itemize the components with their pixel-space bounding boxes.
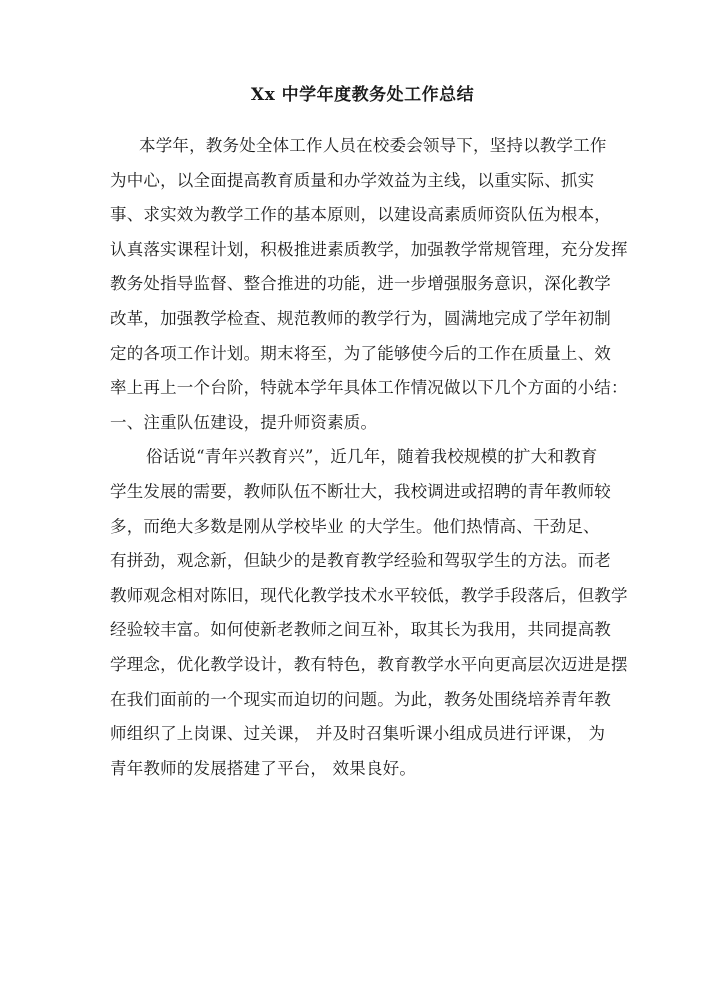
text-line: 青年教师的发展搭建了平台， 效果良好。 (110, 758, 417, 778)
text-line: 学生发展的需要，教师队伍不断壮大，我校调进或招聘的青年教师较 (110, 481, 611, 501)
text-line: 改革，加强教学检查、规范教师的教学行为，圆满地完成了学年初制 (110, 308, 611, 328)
document-title: Xx 中学年度教务处工作总结 (250, 85, 475, 105)
text-line: 本学年，教务处全体工作人员在校委会领导下，坚持以教学工作 (139, 136, 607, 155)
text-line: 多，而绝大多数是刚从学校毕业 的大学生。他们热情高、干劲足、 (110, 516, 600, 536)
text-line: 认真落实课程计划，积极推进素质教学，加强教学常规管理，充分发挥 (110, 239, 628, 259)
text-line: 事、求实效为教学工作的基本原则，以建设高素质师资队伍为根本， (110, 205, 611, 225)
text-line: 在我们面前的一个现实而迫切的问题。为此，教务处围绕培养青年教 (110, 689, 611, 709)
text-line: 俗话说“青年兴教育兴”，近几年，随着我校规模的扩大和教育 (146, 447, 598, 467)
text-line: 教师观念相对陈旧，现代化教学技术水平较低，教学手段落后，但教学 (110, 585, 628, 605)
section-heading: 一、注重队伍建设，提升师资素质。 (110, 412, 378, 432)
text-line: 教务处指导监督、整合推进的功能，进一步增强服务意识，深化教学 (110, 274, 611, 294)
text-line: 有拼劲，观念新，但缺少的是教育教学经验和驾驭学生的方法。而老 (110, 551, 611, 571)
text-line: 师组织了上岗课、过关课， 并及时召集听课小组成员进行评课， 为 (110, 724, 606, 744)
text-line: 经验较丰富。如何使新老教师之间互补，取其长为我用，共同提高教 (110, 620, 611, 640)
text-line: 学理念，优化教学设计，教有特色，教育教学水平向更高层次迈进是摆 (110, 654, 628, 674)
text-line: 为中心，以全面提高教育质量和办学效益为主线，以重实际、抓实 (110, 170, 595, 190)
text-line: 率上再上一个台阶，特就本学年具体工作情况做以下几个方面的小结： (110, 378, 628, 398)
text-line: 定的各项工作计划。期末将至，为了能够使今后的工作在质量上、效 (110, 343, 611, 363)
document-body (110, 131, 630, 788)
